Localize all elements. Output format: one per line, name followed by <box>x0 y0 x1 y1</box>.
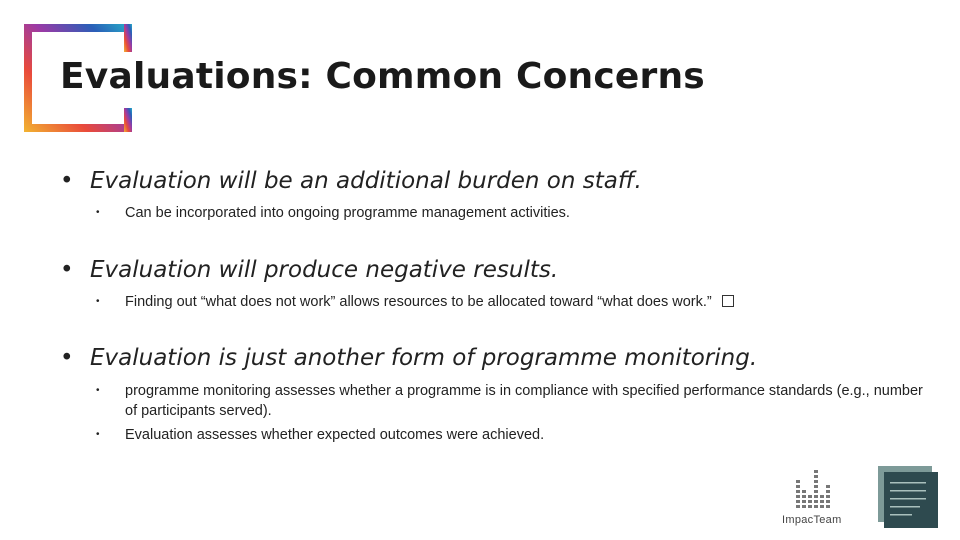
bullet-marker: • <box>60 257 74 283</box>
sub-bullet-item <box>96 203 570 223</box>
sub-bullet-item <box>96 425 544 445</box>
sub-bullet-text: Finding out “what does not work” allows resources to be allocated toward “what does work.” <box>125 294 712 310</box>
sub-bullet-marker: • <box>96 385 100 396</box>
bullet-marker: • <box>60 345 74 371</box>
slide-title: Evaluations: Common Concerns <box>60 56 705 97</box>
sub-bullet-text: Can be incorporated into ongoing programme management activities. <box>125 205 570 221</box>
sub-bullet-text: programme monitoring assesses whether a programme is in compliance with specified performance standards (e.g., number of participants served). <box>125 383 923 419</box>
bullet-text: Evaluation will produce negative results. <box>90 257 559 283</box>
sub-bullet-item <box>96 292 734 312</box>
impacteam-logo <box>780 470 850 540</box>
sub-bullet-text: Evaluation assesses whether expected outcomes were achieved. <box>125 427 545 443</box>
box-glyph-icon <box>722 295 734 307</box>
bar-chart-logo-icon <box>780 470 850 514</box>
bullet-marker: • <box>60 168 74 194</box>
sub-bullet-marker: • <box>96 296 100 307</box>
sub-bullet-marker: • <box>96 207 100 218</box>
impacteam-wordmark: ImpacTeam <box>782 514 842 526</box>
bullet-text: Evaluation will be an additional burden on staff. <box>90 168 642 194</box>
sub-bullet-item <box>96 381 936 421</box>
bullet-text: Evaluation is just another form of programme monitoring. <box>90 345 758 371</box>
bullet-item <box>60 168 642 194</box>
bullet-item <box>60 345 757 371</box>
network-logo-icon <box>878 466 938 528</box>
bullet-item <box>60 257 558 283</box>
sub-bullet-marker: • <box>96 429 100 440</box>
